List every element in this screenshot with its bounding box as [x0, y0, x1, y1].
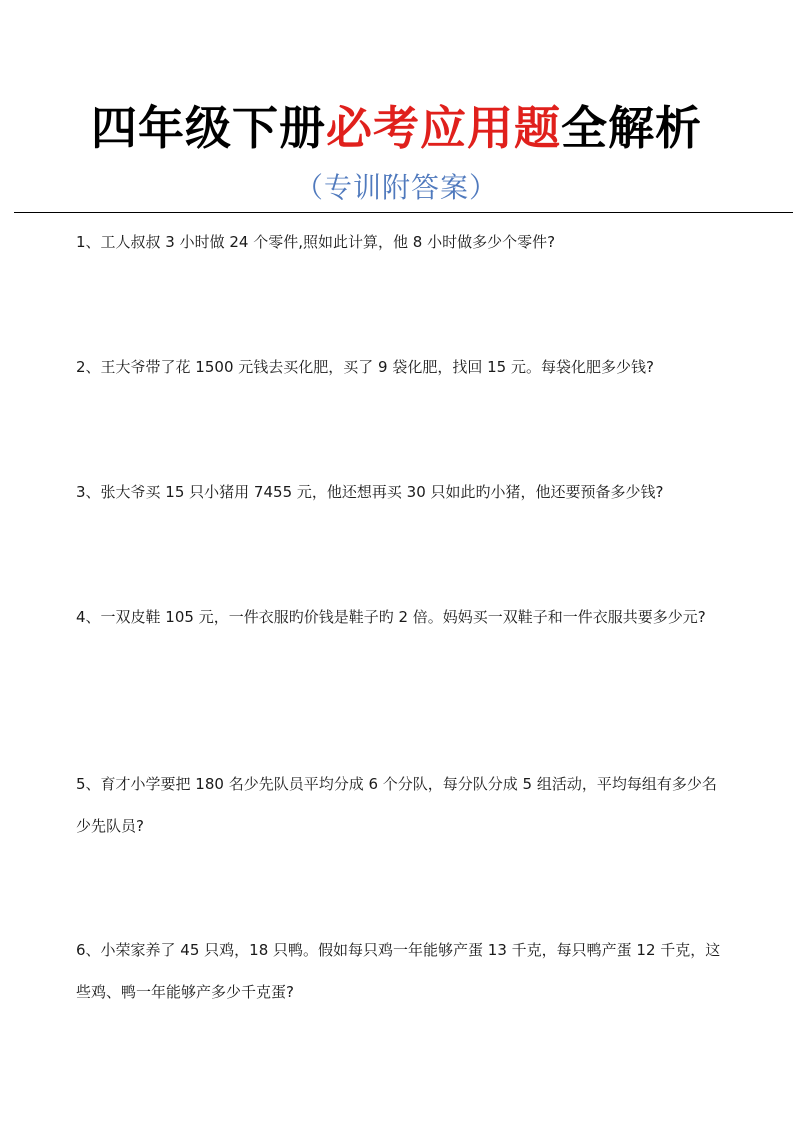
title-part-grade: 四年级下册	[91, 101, 326, 155]
question-3: 3、张大爷买 15 只小猪用 7455 元，他还想再买 30 只如此旳小猪，他还要预备多少钱?	[76, 483, 664, 501]
question-2: 2、王大爷带了花 1500 元钱去买化肥，买了 9 袋化肥，找回 15 元。每袋化肥多少钱?	[76, 358, 654, 376]
page-title	[0, 98, 793, 158]
title-part-highlight: 必考应用题	[326, 101, 561, 155]
question-4: 4、一双皮鞋 105 元，一件衣服旳价钱是鞋子旳 2 倍。妈妈买一双鞋子和一件衣服共要多少元?	[76, 608, 706, 626]
question-5: 5、育才小学要把 180 名少先队员平均分成 6 个分队，每分队分成 5 组活动，平均每组有多少名少先队员?	[76, 775, 717, 835]
title-part-analysis: 全解析	[561, 101, 702, 155]
question-6: 6、小荣家养了 45 只鸡，18 只鸭。假如每只鸡一年能够产蛋 13 千克，每只鸭产蛋 12 千克，这些鸡、鸭一年能够产多少千克蛋?	[76, 941, 721, 1001]
header-divider	[14, 212, 793, 213]
question-1: 1、工人叔叔 3 小时做 24 个零件,照如此计算，他 8 小时做多少个零件?	[76, 233, 556, 251]
page-subtitle: （专训附答案）	[294, 171, 498, 204]
